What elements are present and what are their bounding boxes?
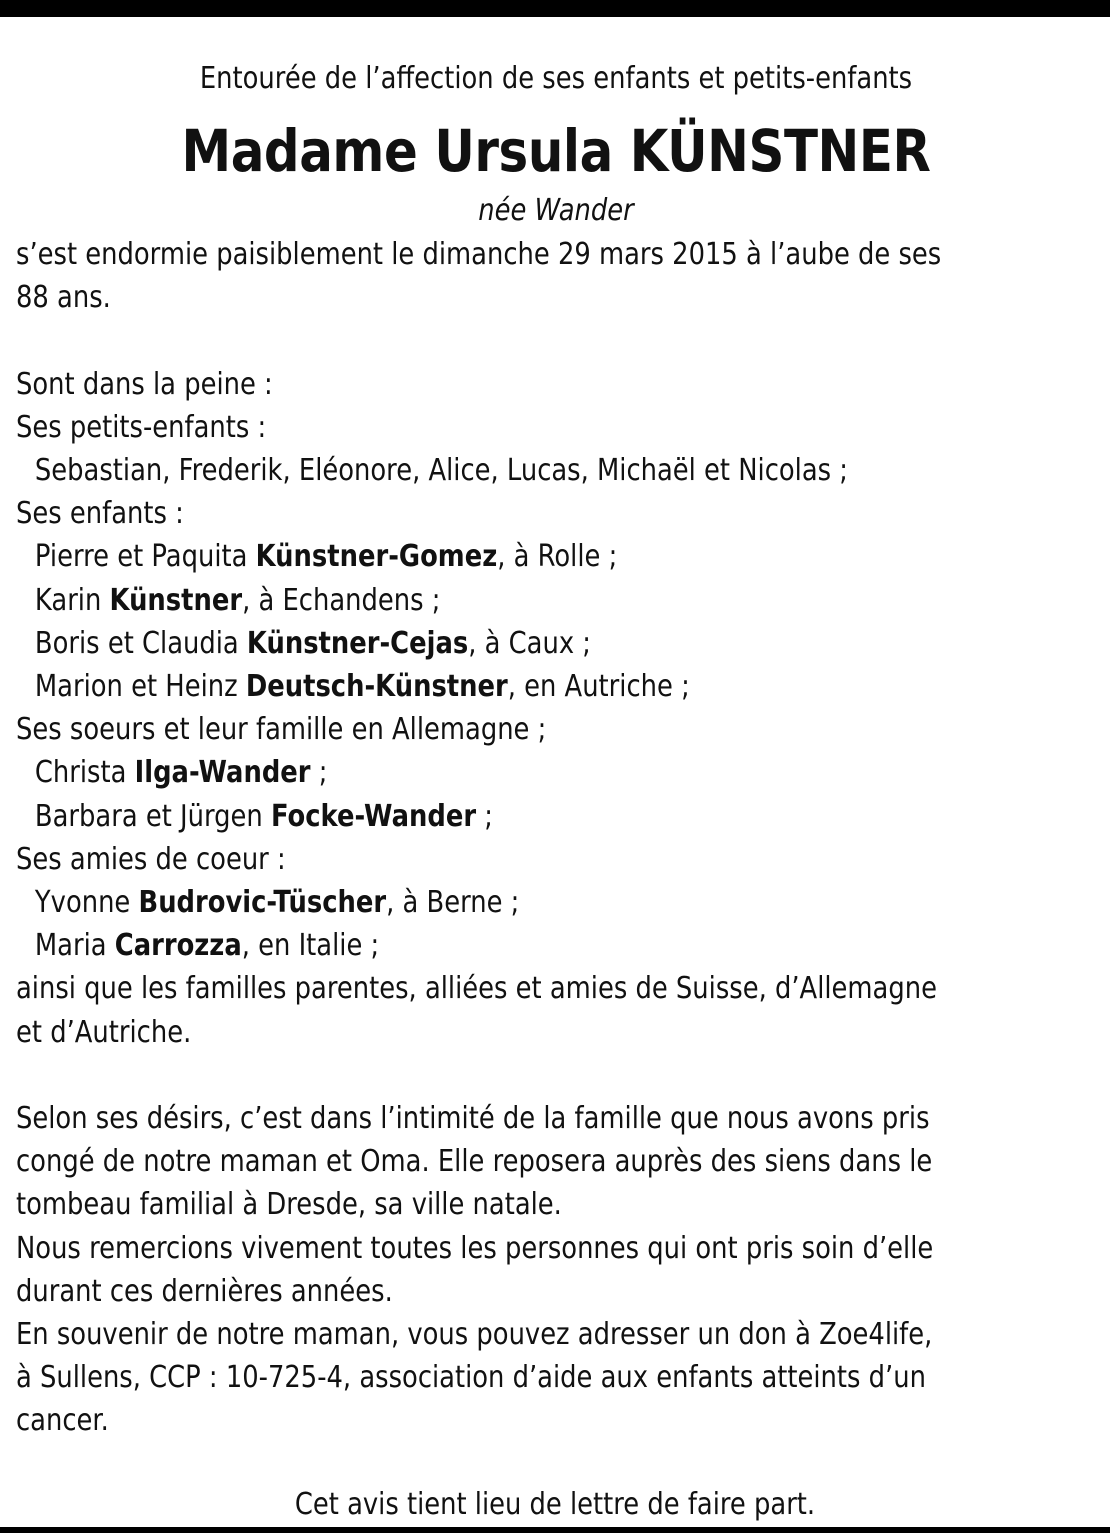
- child-given-names: Karin: [34, 582, 110, 618]
- grandchildren-heading: Ses petits-enfants :: [16, 409, 267, 445]
- child-place: , à Rolle ;: [497, 539, 618, 575]
- sister-family-name: Ilga-Wander: [134, 755, 311, 791]
- child-entry: [16, 535, 1098, 578]
- friend-place: , en Italie ;: [241, 928, 380, 964]
- notice-body: [16, 233, 1098, 1443]
- sister-entry: [16, 795, 1098, 838]
- mourners-heading: Sont dans la peine :: [16, 366, 273, 402]
- sisters-heading: Ses soeurs et leur famille en Allemagne ;: [16, 712, 547, 748]
- spacer: [16, 1054, 1098, 1097]
- message-line: congé de notre maman et Oma. Elle reposera auprès des siens dans le: [16, 1144, 933, 1180]
- friend-family-name: Carrozza: [114, 928, 242, 964]
- spacer: [16, 319, 1098, 362]
- sister-place: ;: [310, 755, 328, 791]
- friend-place: , à Berne ;: [386, 885, 520, 921]
- child-given-names: Marion et Heinz: [34, 669, 246, 705]
- families-line-1: ainsi que les familles parentes, alliées et amies de Suisse, d’Allemagne: [16, 971, 937, 1007]
- sister-place: ;: [476, 798, 493, 834]
- friend-given-name: Yvonne: [34, 885, 139, 921]
- sister-family-name: Focke-Wander: [270, 798, 477, 834]
- friend-entry: [16, 881, 1098, 924]
- friends-heading: Ses amies de coeur :: [16, 841, 286, 877]
- child-place: , à Echandens ;: [242, 582, 441, 618]
- child-given-names: Boris et Claudia: [34, 625, 247, 661]
- child-given-names: Pierre et Paquita: [34, 539, 256, 575]
- message-line: durant ces dernières années.: [16, 1273, 393, 1309]
- sister-entry: [16, 751, 1098, 794]
- message-line: à Sullens, CCP : 10-725-4, association d’aide aux enfants atteints d’un: [16, 1360, 926, 1396]
- child-place: , en Autriche ;: [507, 669, 690, 705]
- announcement-line-1: s’est endormie paisiblement le dimanche 29 mars 2015 à l’aube de ses: [16, 237, 942, 272]
- top-border-rule: [0, 0, 1110, 17]
- child-place: , à Caux ;: [468, 625, 591, 661]
- message-line: Selon ses désirs, c’est dans l’intimité de la famille que nous avons pris: [16, 1101, 930, 1137]
- deceased-name: Madame Ursula KÜNSTNER: [181, 117, 931, 185]
- maiden-name: née Wander: [478, 193, 634, 228]
- bottom-border-rule: [0, 1527, 1110, 1533]
- child-family-name: Künstner: [109, 582, 243, 618]
- child-entry: [16, 579, 1098, 622]
- child-family-name: Künstner-Cejas: [246, 625, 469, 661]
- message-line: Nous remercions vivement toutes les personnes qui ont pris soin d’elle: [16, 1230, 934, 1266]
- child-entry: [16, 665, 1098, 708]
- closing-line: Cet avis tient lieu de lettre de faire part.: [294, 1487, 816, 1522]
- friend-family-name: Budrovic-Tüscher: [138, 885, 387, 921]
- announcement-line-2: 88 ans.: [16, 280, 111, 316]
- children-heading: Ses enfants :: [16, 496, 184, 532]
- message-line: En souvenir de notre maman, vous pouvez adresser un don à Zoe4life,: [16, 1317, 933, 1353]
- obituary-notice: [16, 57, 1096, 1443]
- child-family-name: Deutsch-Künstner: [245, 669, 508, 705]
- message-line: cancer.: [16, 1403, 109, 1439]
- grandchildren-list: Sebastian, Frederik, Eléonore, Alice, Lucas, Michaël et Nicolas ;: [34, 453, 848, 488]
- child-family-name: Künstner-Gomez: [255, 539, 498, 575]
- child-entry: [16, 622, 1098, 665]
- message-line: tombeau familial à Dresde, sa ville natale.: [16, 1187, 562, 1223]
- friend-entry: [16, 924, 1098, 967]
- intro-line: Entourée de l’affection de ses enfants et petits-enfants: [199, 61, 913, 96]
- friend-given-name: Maria: [34, 928, 115, 964]
- families-line-2: et d’Autriche.: [16, 1014, 192, 1050]
- sister-given-names: Christa: [34, 755, 135, 791]
- sister-given-names: Barbara et Jürgen: [34, 798, 271, 834]
